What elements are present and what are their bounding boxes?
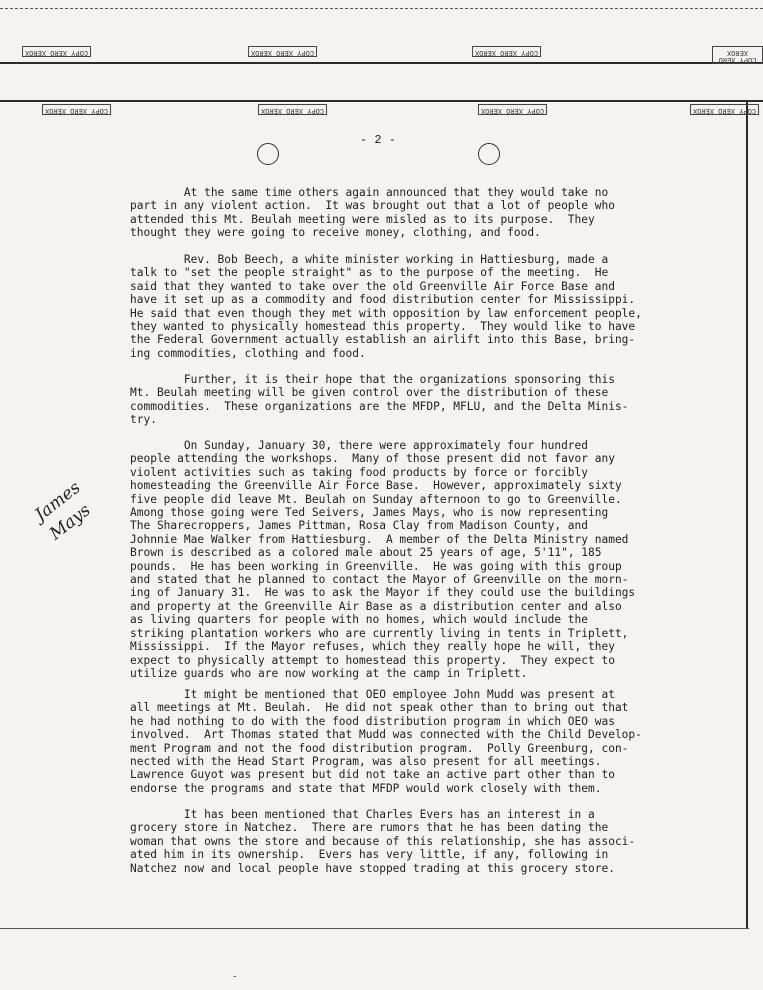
top-dashed-border (0, 8, 763, 9)
xerox-stamp: COPY XERO XEROX (258, 104, 327, 115)
right-margin-rule (746, 100, 748, 928)
xerox-stamp: COPY XERO XEROX (248, 46, 317, 57)
xerox-stamp: COPY XERO XEROX (22, 46, 91, 57)
paragraph-4: On Sunday, January 30, there were approximately four hundred people attending the workshops. Many of those present did not favor any violent activities such as taking food products by force or forcibly homesteading the Greenville Air Force Base. However, approximately sixty five people did leave Mt. Beulah on Sunday afternoon to go to Greenville. Among those going were Ted Seivers, James Mays, who is now representing The Sharecroppers, James Pittman, Rosa Clay from Madison County, and Johnnie Mae Walker from Hattiesburg. A member of the Delta Ministry named Brown is described as a colored male about 25 years of age, 5'11", 185 pounds. He has been working in Greenville. He was going with this group and stated that he planned to contact the Mayor of Greenville on the morn- ing of January 31. He was to ask the Mayor if they could use the buildings and property at the Greenville Air Base as a distribution center and also as living quarters for people with no homes, which would include the striking plantation workers who are currently living in tents in Triplett, Mississippi. If the Mayor refuses, which they really hope he will, they expect to physically attempt to homestead this property. They expect to utilize guards who are now working at the camp in Triplett. (130, 439, 636, 680)
paragraph-1: At the same time others again announced that they would take no part in any violent action. It was brought out that a lot of people who attended this Mt. Beulah meeting were misled as to its purpose. They thought they were going to receive money, clothing, and food. (130, 186, 615, 240)
page-number: - 2 - (360, 133, 397, 147)
xerox-stamp: COPY XERO XEROX (42, 104, 111, 115)
paragraph-3: Further, it is their hope that the organizations sponsoring this Mt. Beulah meeting will be given control over the distribution of these commodities. These organizations are the MFDP, MFLU, and the Delta Minis- try. (130, 373, 629, 427)
punch-hole (478, 143, 500, 165)
xerox-stamp: COPY XERO XEROX (690, 104, 759, 115)
bottom-scan-mark: - (232, 972, 238, 982)
paragraph-5: It might be mentioned that OEO employee John Mudd was present at all meetings at Mt. Beulah. He did not speak other than to bring out that he had nothing to do with the food distribution program in which OEO was involved. Art Thomas stated that Mudd was connected with the Child Develop- ment Program and not the food distribution program. Polly Greenburg, con- nected with the Head Start Program, was also present for all meetings. Lawrence Guyot was present but did not take an active part other than to endorse the programs and state that MFDP would work closely with them. (130, 688, 642, 795)
upper-scan-band (0, 62, 763, 64)
handwritten-margin-note: James Mays (31, 477, 95, 545)
xerox-stamp: COPY XERO XEROX (472, 46, 541, 57)
xerox-stamp: COPY XERO XEROX (478, 104, 547, 115)
bottom-rule (0, 928, 749, 929)
paragraph-2: Rev. Bob Beech, a white minister working in Hattiesburg, made a talk to "set the people straight" as to the purpose of the meeting. He said that they wanted to take over the old Greenville Air Force Base and have it set up as a commodity and food distribution center for Mississippi. He said that even though they met with opposition by law enforcement people, they wanted to physically homestead this property. They would like to have the Federal Government actually establish an airlift into this Base, bring- ing commodities, clothing and food. (130, 253, 642, 360)
xerox-stamp: COPY XERO XEROX (712, 46, 763, 64)
paragraph-6: It has been mentioned that Charles Evers has an interest in a grocery store in Natchez. There are rumors that he has been dating the woman that owns the store and because of this relationship, she has associ- ated him in its ownership. Evers has very little, if any, following in Natchez now and local people have stopped trading at this grocery store. (130, 808, 636, 875)
lower-scan-band (0, 100, 763, 102)
punch-hole (257, 143, 279, 165)
